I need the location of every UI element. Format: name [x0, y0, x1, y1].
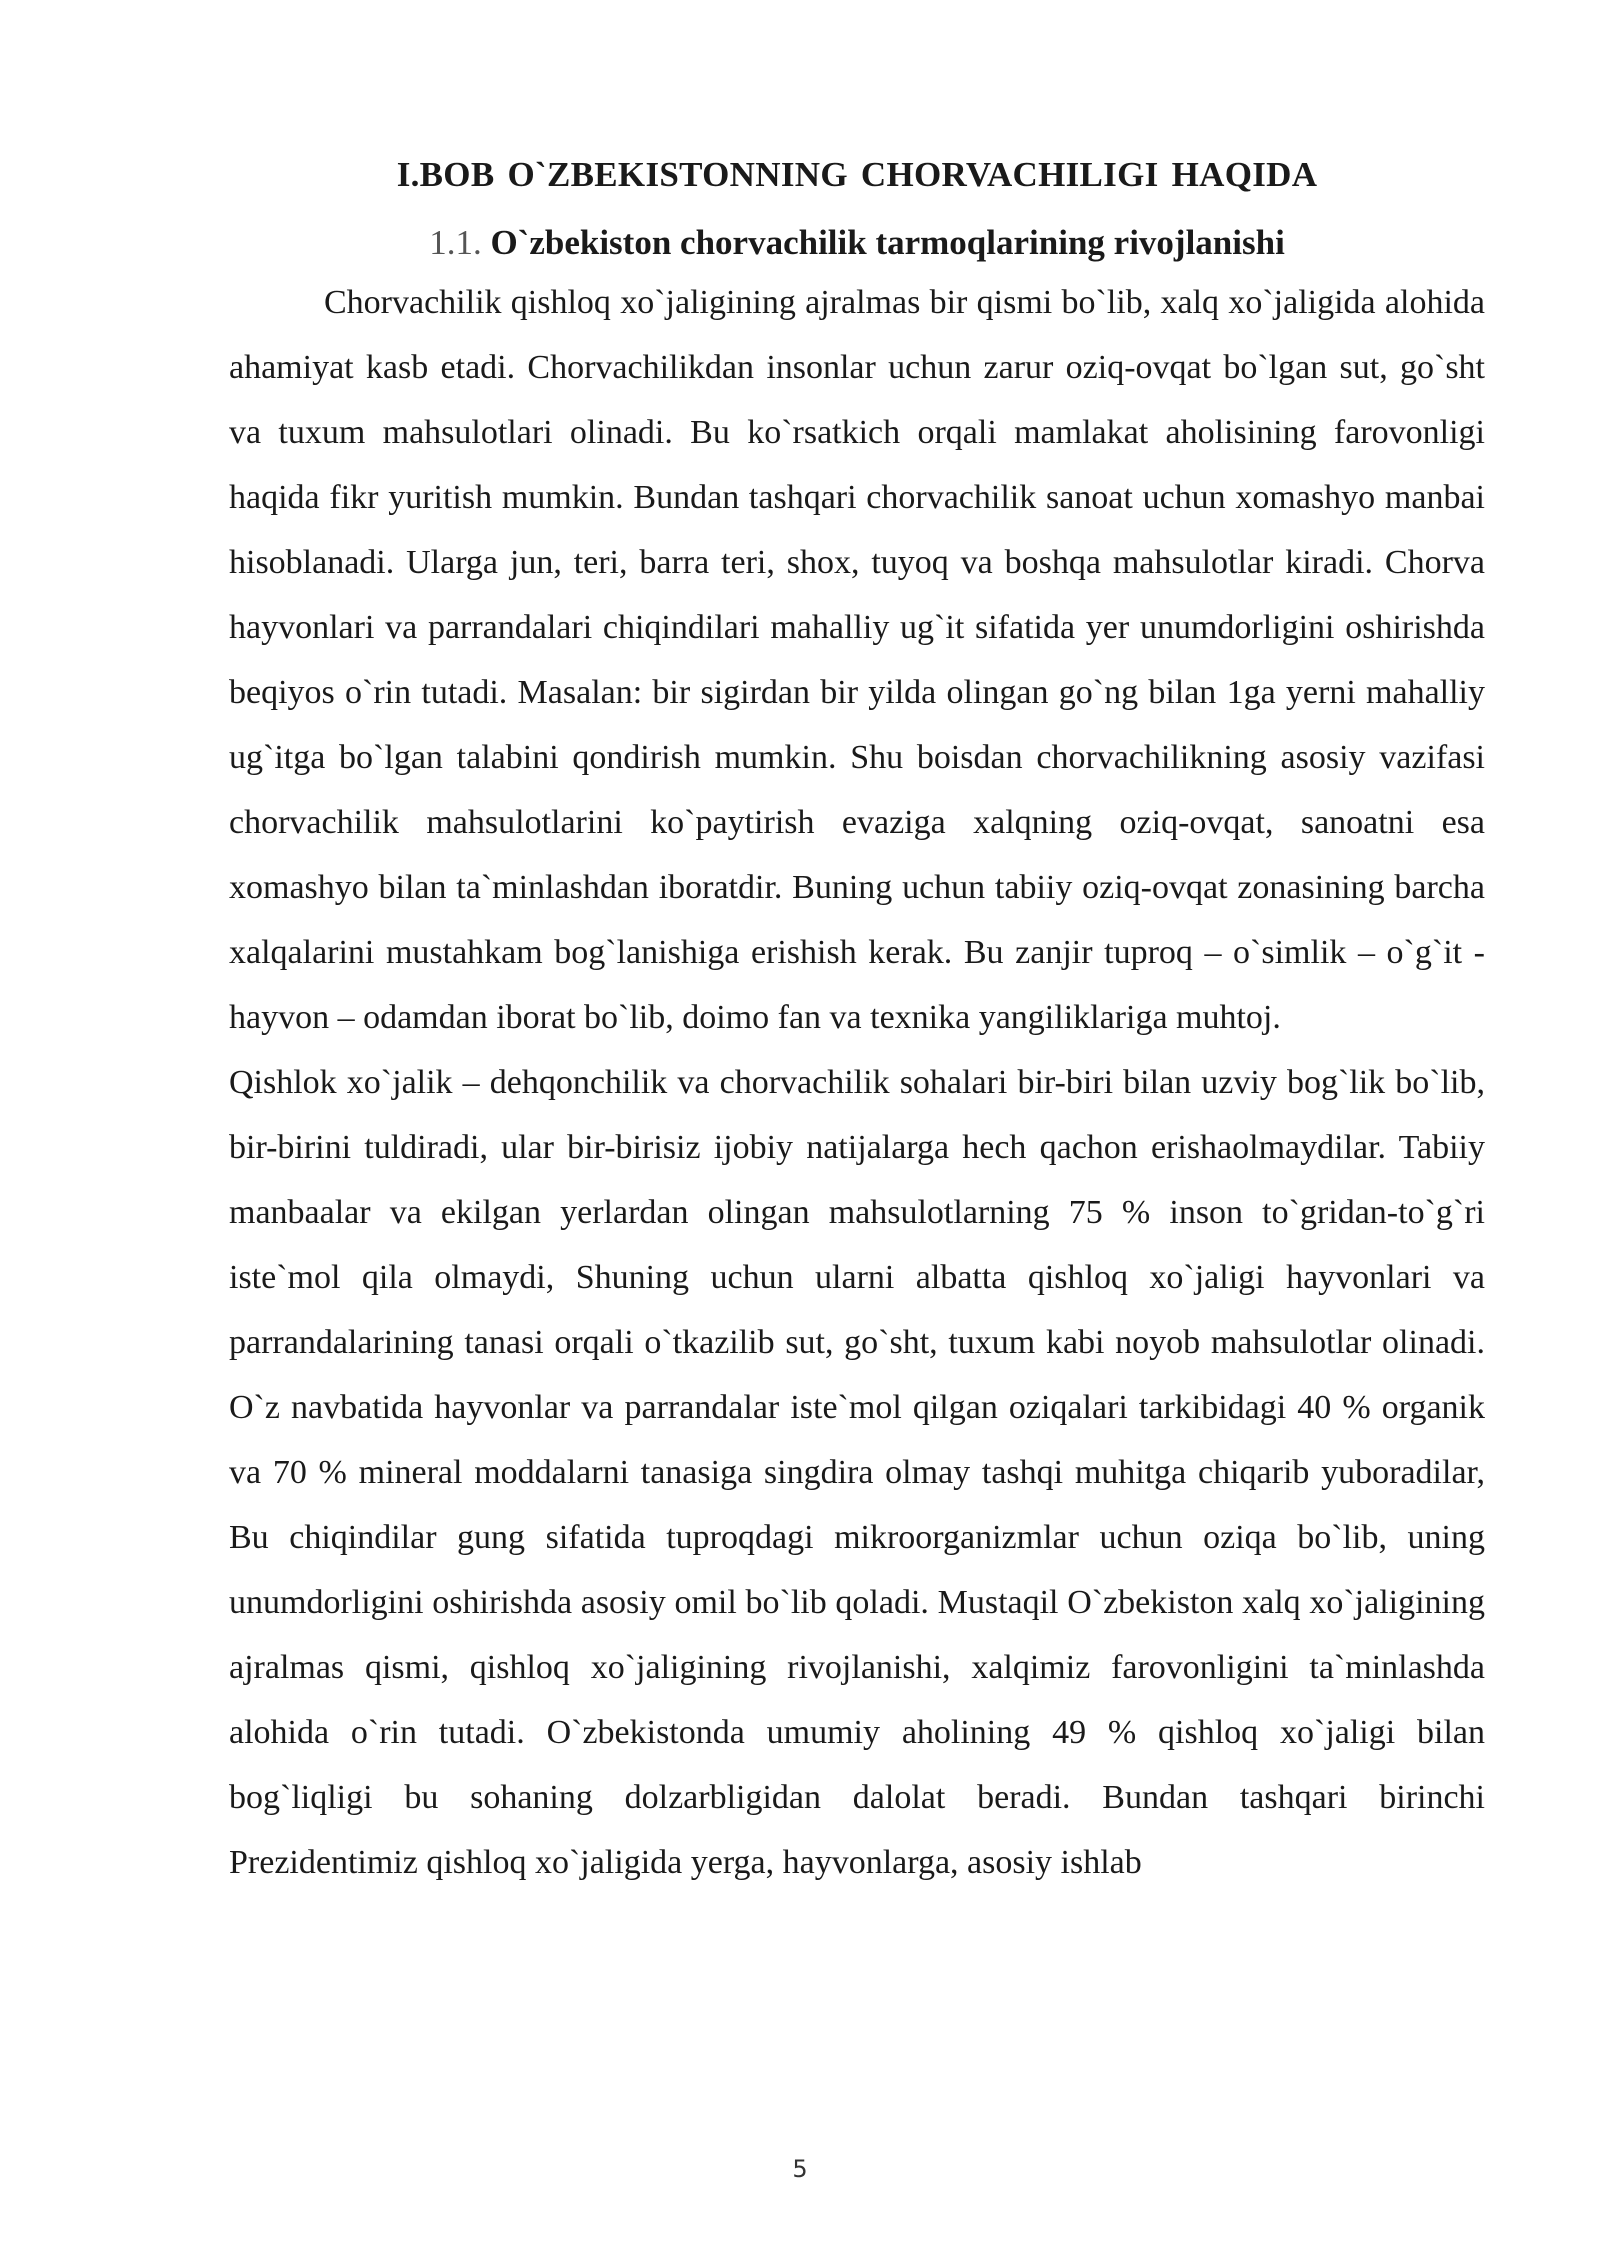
- page-number: 5: [792, 2155, 808, 2183]
- section-number: 1.1.: [429, 223, 482, 262]
- paragraph-1: Chorvachilik qishloq xo`jaligining ajralmas bir qismi bo`lib, xalq xo`jaligida alohida ahamiyat kasb etadi. Chorvachilikdan insonlar uchun zarur oziq-ovqat bo`lgan sut, go`sht va tuxum mahsulotlari olinadi. Bu ko`rsatkich orqali mamlakat aholisining farovonligi haqida fikr yuritish mumkin. Bundan tashqari chorvachilik sanoat uchun xomashyo manbai hisoblanadi. Ularga jun, teri, barra teri, shox, tuyoq va boshqa mahsulotlar kiradi. Chorva hayvonlari va parrandalari chiqindilari mahalliy ug`it sifatida yer unumdorligini oshirishda beqiyos o`rin tutadi. Masalan: bir sigirdan bir yilda olingan go`ng bilan 1ga yerni mahalliy ug`itga bo`lgan talabini qondirish mumkin. Shu boisdan chorvachilikning asosiy vazifasi chorvachilik mahsulotlarini ko`paytirish evaziga xalqning oziq-ovqat, sanoatni esa xomashyo bilan ta`minlashdan iboratdir. Buning uchun tabiiy oziq-ovqat zonasining barcha xalqalarini mustahkam bog`lanishiga erishish kerak. Bu zanjir tuproq – o`simlik – o`g`it -hayvon – odamdan iborat bo`lib, doimo fan va texnika yangiliklariga muhtoj.: [229, 284, 1485, 1036]
- paragraph-2: Qishlok xo`jalik – dehqonchilik va chorvachilik sohalari bir-biri bilan uzviy bog`lik bo`lib, bir-birini tuldiradi, ular bir-birisiz ijobiy natijalarga hech qachon erishaolmaydilar. Tabiiy manbaalar va ekilgan yerlardan olingan mahsulotlarning 75 % inson to`gridan-to`g`ri iste`mol qila olmaydi, Shuning uchun ularni albatta qishloq xo`jaligi hayvonlari va parrandalarining tanasi orqali o`tkazilib sut, go`sht, tuxum kabi noyob mahsulotlar olinadi. O`z navbatida hayvonlar va parrandalar iste`mol qilgan oziqalari tarkibidagi 40 % organik va 70 % mineral moddalarni tanasiga singdira olmay tashqi muhitga chiqarib yuboradilar, Bu chiqindilar gung sifatida tuproqdagi mikroorganizmlar uchun oziqa bo`lib, uning unumdorligini oshirishda asosiy omil bo`lib qoladi. Mustaqil O`zbekiston xalq xo`jaligining ajralmas qismi, qishloq xo`jaligining rivojlanishi, xalqimiz farovonligini ta`minlashda alohida o`rin tutadi. O`zbekistonda umumiy aholining 49 % qishloq xo`jaligi bilan bog`liqligi bu sohaning dolzarbligidan dalolat beradi. Bundan tashqari birinchi Prezidentimiz qishloq xo`jaligida yerga, hayvonlarga, asosiy ishlab: [229, 1064, 1485, 1881]
- chapter-title: I.BOB O`ZBEKISTONNING CHORVACHILIGI HAQIDA: [396, 155, 1318, 194]
- section-heading: [229, 220, 1485, 266]
- document-page: [229, 150, 1485, 1895]
- section-title: O`zbekiston chorvachilik tarmoqlarining rivojlanishi: [490, 223, 1285, 262]
